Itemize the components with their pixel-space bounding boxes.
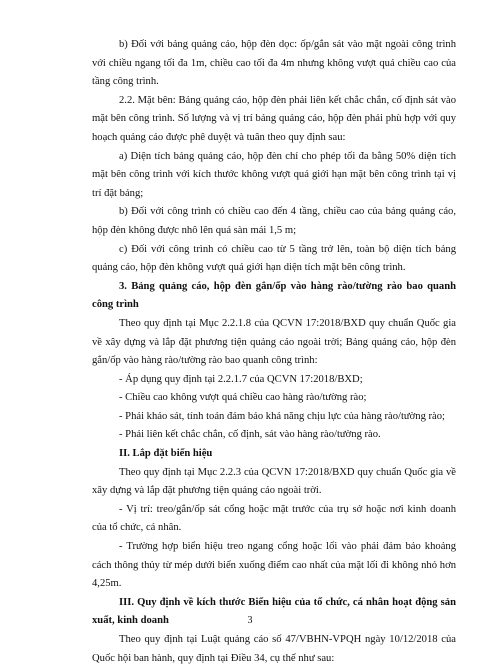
body-paragraph: 2.2. Mặt bên: Bảng quảng cáo, hộp đèn phải liên kết chắc chắn, cố định sát vào mặt bên công trình. Số lượng và vị trí bảng quảng cáo, hộp đèn phải phù hợp với quy hoạch quảng cáo được phê duyệt và tuân theo quy định sau: bbox=[92, 94, 456, 143]
section-heading: 3. Bảng quảng cáo, hộp đèn gắn/ốp vào hàng rào/tường rào bao quanh công trình bbox=[92, 280, 456, 311]
body-paragraph: - Trường hợp biển hiệu treo ngang cổng hoặc lối vào phải đảm bảo khoảng cách thông thủy từ mép dưới biển xuống điểm cao nhất của mặt lối đi không nhỏ hơn 4,25m. bbox=[92, 541, 456, 590]
body-paragraph: Theo quy định tại Mục 2.2.1.8 của QCVN 17:2018/BXD quy chuẩn Quốc gia về xây dựng và lắp đặt phương tiện quảng cáo ngoài trời; Bảng quảng cáo, hộp đèn gắn/ốp vào hàng rào/tường rào bao quanh công trình: bbox=[92, 317, 456, 367]
body-paragraph: - Áp dụng quy định tại 2.2.1.7 của QCVN 17:2018/BXD; bbox=[119, 373, 363, 385]
body-paragraph: c) Đối với công trình có chiều cao từ 5 tầng trở lên, toàn bộ diện tích bảng quảng cáo, hộp đèn không vượt quá giới hạn diện tích mặt bên công trình. bbox=[92, 243, 456, 274]
body-paragraph: b) Đối với bảng quảng cáo, hộp đèn dọc: ốp/gắn sát vào mặt ngoài công trình với chiều ngang tối đa 1m, chiều cao tối đa 4m nhưng không vượt quá chiều cao của tầng công trình. bbox=[92, 39, 456, 88]
section-heading: II. Lắp đặt biển hiệu bbox=[119, 448, 213, 460]
section-heading: III. Quy định về kích thước Biển hiệu của tổ chức, cá nhân hoạt động sản xuất, kinh doanh bbox=[92, 596, 456, 627]
body-paragraph: Theo quy định tại Mục 2.2.3 của QCVN 17:2018/BXD quy chuẩn Quốc gia về xây dựng và lắp đặt phương tiện quảng cáo ngoài trời. bbox=[92, 466, 456, 497]
body-paragraph: b) Đối với công trình có chiều cao đến 4 tầng, chiều cao của bảng quảng cáo, hộp đèn không được nhô lên quá sàn mái 1,5 m; bbox=[92, 206, 456, 236]
page-number: 3 bbox=[247, 615, 253, 626]
body-paragraph: - Phải liên kết chắc chắn, cố định, sát vào hàng rào/tường rào. bbox=[119, 429, 381, 441]
body-paragraph: - Chiều cao không vượt quá chiều cao hàng rào/tường rào; bbox=[119, 392, 367, 404]
body-paragraph: - Phải khảo sát, tính toán đảm bảo khả năng chịu lực của hàng rào/tường rào; bbox=[119, 410, 445, 422]
body-paragraph: - Vị trí: treo/gắn/ốp sát cổng hoặc mặt trước của trụ sở hoặc nơi kinh doanh của tổ chức, cá nhân. bbox=[92, 503, 456, 534]
document-body bbox=[92, 36, 456, 668]
body-paragraph: a) Diện tích bảng quảng cáo, hộp đèn chỉ cho phép tối đa bằng 50% diện tích mặt bên công trình với kích thước không vượt quá giới hạn mặt bên công trình tại vị trí đặt bảng; bbox=[92, 150, 456, 199]
body-paragraph: Theo quy định tại Luật quảng cáo số 47/VBHN-VPQH ngày 10/12/2018 của Quốc hội ban hành, quy định tại Điều 34, cụ thể như sau: bbox=[92, 634, 456, 664]
